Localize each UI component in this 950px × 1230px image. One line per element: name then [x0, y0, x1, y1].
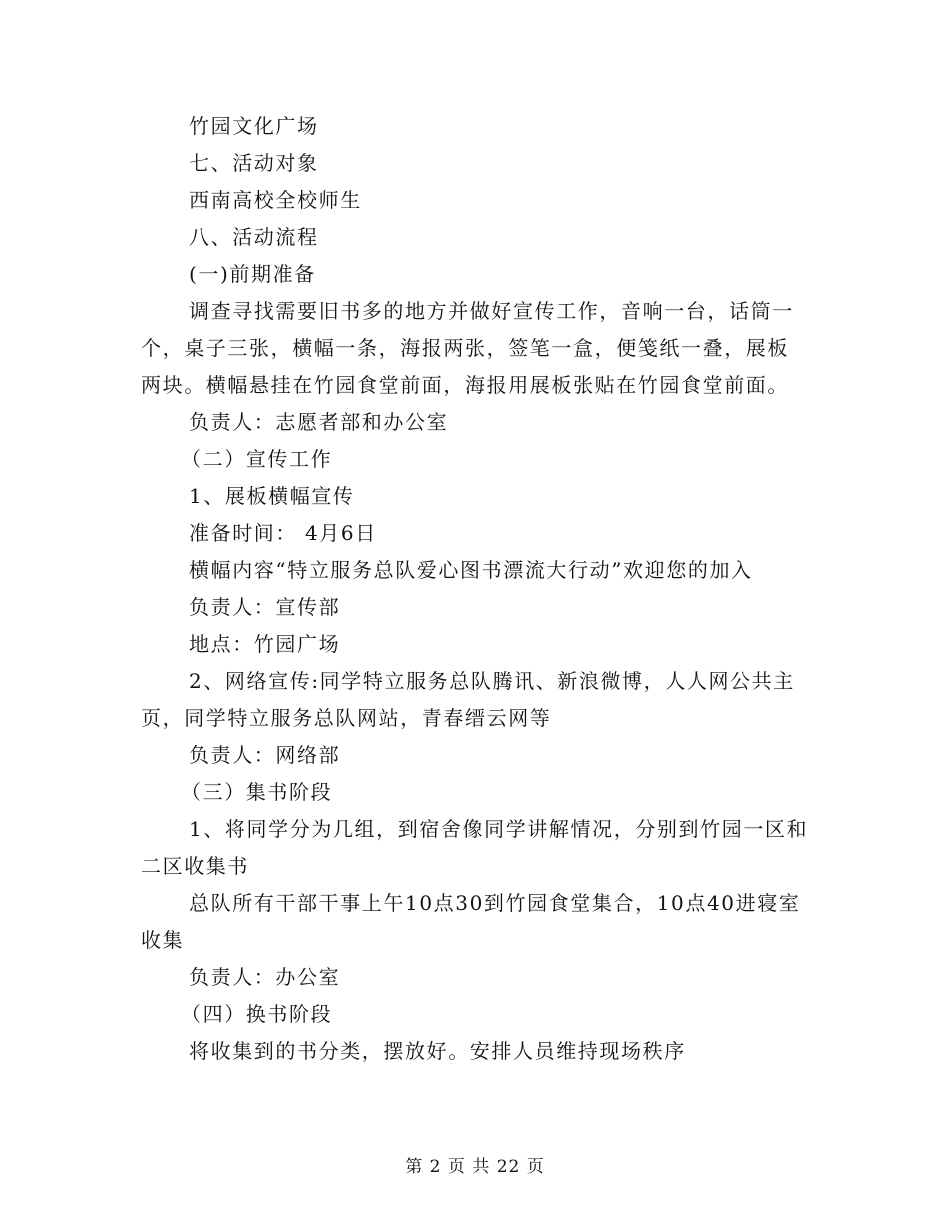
paragraph-exchange: 将收集到的书分类，摆放好。安排人员维持现场秩序 — [189, 1039, 686, 1063]
paragraph-preparation-line-1: 调查寻找需要旧书多的地方并做好宣传工作，音响一台，话筒一 — [189, 299, 794, 323]
document-body — [141, 108, 811, 1070]
responsible-collection: 负责人：办公室 — [189, 965, 341, 989]
banner-content: 横幅内容“特立服务总队爱心图书漂流大行动”欢迎您的加入 — [189, 558, 753, 582]
paragraph-preparation-line-2: 个，桌子三张，横幅一条，海报两张，签笔一盒，便笺纸一叠，展板 — [141, 336, 789, 360]
section-heading-activity-process: 八、活动流程 — [189, 225, 319, 249]
responsible-preparation: 负责人：志愿者部和办公室 — [189, 410, 449, 434]
subheading-publicity: （二）宣传工作 — [181, 447, 333, 471]
paragraph-preparation-line-3: 两块。横幅悬挂在竹园食堂前面，海报用展板张贴在竹园食堂前面。 — [141, 373, 789, 397]
paragraph-assembly-line-1: 总队所有干部干事上午10点30到竹园食堂集合，10点40进寝室 — [189, 891, 801, 915]
prep-time: 准备时间： 4月6日 — [189, 521, 377, 545]
item-board-banner: 1、展板横幅宣传 — [189, 484, 355, 508]
paragraph-location: 竹园文化广场 — [189, 114, 319, 138]
page-number-footer: 第 2 页 共 22 页 — [405, 1157, 545, 1177]
responsible-network: 负责人：网络部 — [189, 743, 341, 767]
section-heading-activity-target: 七、活动对象 — [189, 151, 319, 175]
item-collection-line-1: 1、将同学分为几组，到宿舍像同学讲解情况，分别到竹园一区和 — [189, 817, 809, 841]
item-network-line-2: 页，同学特立服务总队网站，青春缙云网等 — [141, 706, 552, 730]
paragraph-assembly-line-2: 收集 — [141, 928, 185, 952]
subheading-preparation: (一)前期准备 — [189, 262, 316, 286]
subheading-collection: （三）集书阶段 — [181, 780, 333, 804]
subheading-exchange: （四）换书阶段 — [181, 1002, 333, 1026]
item-collection-line-2: 二区收集书 — [141, 854, 249, 878]
paragraph-target: 西南高校全校师生 — [189, 188, 362, 212]
responsible-publicity: 负责人：宣传部 — [189, 595, 341, 619]
item-network-line-1: 2、网络宣传:同学特立服务总队腾讯、新浪微博，人人网公共主 — [189, 669, 795, 693]
location: 地点：竹园广场 — [189, 632, 341, 656]
